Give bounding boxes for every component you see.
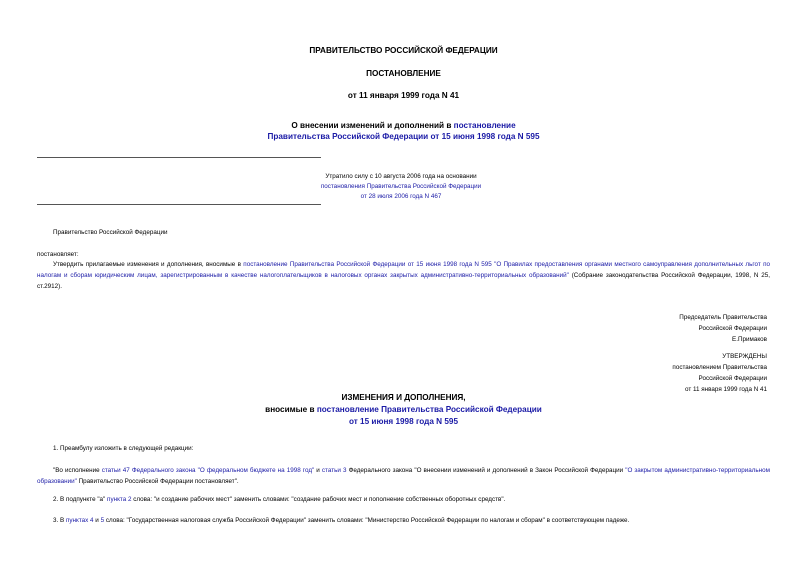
- document-date-number: от 11 января 1999 года N 41: [347, 91, 460, 100]
- quote-text-d: Правительство Российской Федерации постановляет".: [76, 478, 239, 485]
- changes-title-link-date[interactable]: от 15 июня 1998 года N 595: [348, 417, 459, 426]
- item-3-link-4[interactable]: пунктах 4: [65, 517, 94, 524]
- document-type: ПОСТАНОВЛЕНИЕ: [366, 69, 441, 78]
- paragraph-main-link-2[interactable]: дополнительных льгот по налогам и сборам юридическим лицам, зарегистрированным в качестве налогоплательщиков в налоговых органах закрытых административно-территориальных образований": [37, 261, 771, 279]
- quote-link-zato-1[interactable]: "О закрытом: [625, 467, 663, 474]
- status-text: Утратило силу с 10 августа 2006 года на основании: [325, 173, 477, 180]
- item-1: 1. Преамбулу изложить в следующей редакции:: [53, 445, 194, 452]
- quote-text-c: Федерального закона "О внесении изменений и дополнений в Закон Российской Федерации: [346, 467, 626, 474]
- quote-link-article-3[interactable]: статьи 3: [321, 467, 347, 474]
- item-1-quote: [37, 465, 770, 487]
- quote-text-b: и: [314, 467, 322, 474]
- item-3: [53, 517, 629, 525]
- divider-top: [37, 157, 321, 158]
- item-3-text-a: 3. В: [53, 517, 66, 524]
- title-link-resolution[interactable]: постановление: [453, 121, 516, 130]
- status-link-resolution[interactable]: постановления Правительства Российской Федерации: [320, 183, 482, 190]
- approved-block: [672, 351, 767, 395]
- signature-name: Е.Примаков: [732, 336, 767, 343]
- item-3-text-mid: и: [93, 517, 101, 524]
- item-2-text-b: слова: "и создание рабочих мест" заменить словами: "создание рабочих мест и пополнение собственных оборотных средств".: [131, 496, 506, 503]
- approved-line-3: от 11 января 1999 года N 41: [684, 386, 767, 393]
- paragraph-main-text-b: (Собрание: [568, 272, 603, 279]
- changes-title: [0, 392, 807, 428]
- approved-line-2: Российской Федерации: [698, 375, 767, 382]
- quote-text-a: "Во исполнение: [53, 467, 102, 474]
- paragraph-main-text-c: законодательства Российской Федерации, 1998, N 25, ст.2912).: [37, 272, 770, 290]
- approved-line-1: постановлением Правительства: [672, 364, 767, 371]
- decides-text: постановляет:: [37, 251, 79, 258]
- status-link-date[interactable]: от 28 июля 2006 года N 467: [360, 193, 442, 200]
- paragraph-main-link-1[interactable]: постановление Правительства Российской Федерации от 15 июня 1998 года N 595 "О Правилах предоставления органами местного самоуправления: [243, 261, 692, 268]
- changes-title-line-1: ИЗМЕНЕНИЯ И ДОПОЛНЕНИЯ,: [341, 393, 466, 402]
- divider-bottom: [37, 204, 321, 205]
- quote-link-article-47[interactable]: статьи 47 Федерального закона "О федеральном бюджете на 1998 год": [101, 467, 315, 474]
- item-2-text-a: 2. В подпункте "а": [53, 496, 108, 503]
- item-2-link[interactable]: пункта 2: [107, 496, 132, 503]
- item-3-text-b: слова: "Государственная налоговая служба Российской Федерации" заменить словами: "Министерство Российской Федерации по налогам и сборам" в соответствующем падеже.: [104, 517, 630, 524]
- paragraph-main: [37, 259, 770, 292]
- signature-role-1: Председатель Правительства: [679, 314, 767, 321]
- item-3-link-5[interactable]: 5: [100, 517, 105, 524]
- intro-text: Правительство Российской Федерации: [53, 229, 168, 236]
- quote-link-zato-2[interactable]: административно-территориальном образовании": [37, 467, 770, 485]
- title-text: О внесении изменений и дополнений в: [291, 121, 454, 130]
- changes-title-line-3: [0, 416, 807, 428]
- signature-block: [679, 312, 767, 345]
- changes-title-line-2: [0, 404, 807, 416]
- approved-label: УТВЕРЖДЕНЫ: [722, 353, 767, 360]
- signature-role-2: Российской Федерации: [698, 325, 767, 332]
- item-2: [53, 496, 505, 504]
- document-title: [0, 120, 807, 142]
- paragraph-main-text-a: Утвердить прилагаемые изменения и дополнения, вносимые в: [53, 261, 244, 268]
- changes-title-text: вносимые в: [265, 405, 317, 414]
- government-heading: ПРАВИТЕЛЬСТВО РОССИЙСКОЙ ФЕДЕРАЦИИ: [309, 46, 498, 55]
- title-link-resolution-ref[interactable]: Правительства Российской Федерации от 15 июня 1998 года N 595: [267, 132, 540, 141]
- changes-title-link-resolution[interactable]: постановление Правительства Российской Федерации: [316, 405, 542, 414]
- status-block: [220, 172, 582, 202]
